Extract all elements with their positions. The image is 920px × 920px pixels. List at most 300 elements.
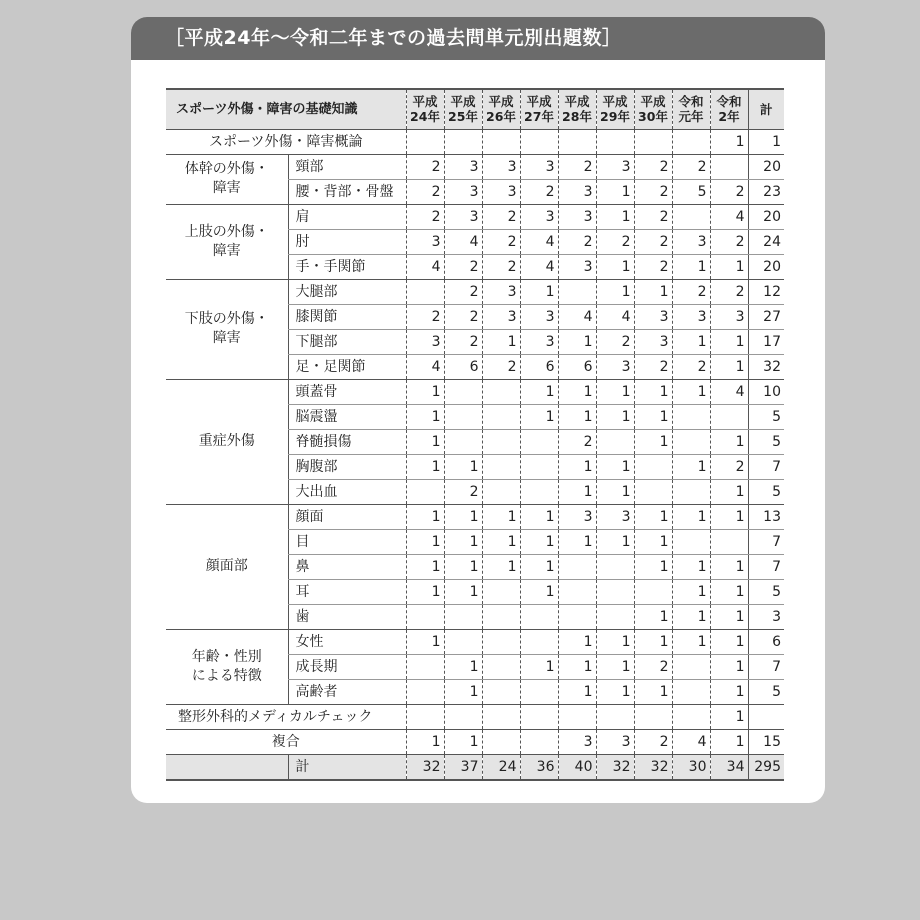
year-header bbox=[482, 89, 520, 129]
count-cell bbox=[558, 554, 596, 579]
year-header bbox=[710, 89, 748, 129]
count-cell: 1 bbox=[558, 629, 596, 654]
count-cell: 1 bbox=[558, 529, 596, 554]
count-cell: 1 bbox=[444, 529, 482, 554]
count-cell: 32 bbox=[596, 754, 634, 780]
count-cell: 1 bbox=[482, 329, 520, 354]
category-label: 上肢の外傷・ 障害 bbox=[166, 204, 288, 279]
category-label: 下肢の外傷・ 障害 bbox=[166, 279, 288, 379]
count-cell: 3 bbox=[444, 154, 482, 179]
row-total-cell: 5 bbox=[748, 404, 784, 429]
count-cell bbox=[520, 679, 558, 704]
year-header bbox=[444, 89, 482, 129]
content-card bbox=[131, 17, 825, 803]
table-header-row bbox=[166, 89, 784, 129]
subcategory-label: 耳 bbox=[288, 579, 406, 604]
count-cell: 2 bbox=[406, 204, 444, 229]
section-title: ［平成24年〜令和二年までの過去問単元別出題数］ bbox=[131, 17, 825, 60]
count-cell: 4 bbox=[406, 254, 444, 279]
count-cell bbox=[406, 279, 444, 304]
year-header-year: 30年 bbox=[638, 109, 668, 125]
year-header-year: 28年 bbox=[562, 109, 592, 125]
count-cell bbox=[406, 479, 444, 504]
count-cell bbox=[710, 154, 748, 179]
count-cell bbox=[634, 479, 672, 504]
count-cell bbox=[558, 279, 596, 304]
count-cell bbox=[634, 579, 672, 604]
count-cell: 32 bbox=[406, 754, 444, 780]
count-cell: 1 bbox=[634, 679, 672, 704]
subcategory-label: 脊髄損傷 bbox=[288, 429, 406, 454]
count-cell: 3 bbox=[482, 304, 520, 329]
count-cell: 3 bbox=[444, 179, 482, 204]
count-cell: 1 bbox=[672, 604, 710, 629]
row-total-cell: 3 bbox=[748, 604, 784, 629]
count-cell: 2 bbox=[406, 154, 444, 179]
count-cell: 1 bbox=[558, 379, 596, 404]
row-total-cell: 20 bbox=[748, 154, 784, 179]
table-row bbox=[166, 704, 784, 729]
count-cell bbox=[710, 529, 748, 554]
count-cell: 2 bbox=[672, 154, 710, 179]
count-cell: 4 bbox=[444, 229, 482, 254]
count-cell bbox=[482, 679, 520, 704]
count-cell bbox=[444, 379, 482, 404]
count-cell: 3 bbox=[672, 304, 710, 329]
table-row bbox=[166, 154, 784, 179]
count-cell: 1 bbox=[520, 379, 558, 404]
year-header bbox=[672, 89, 710, 129]
count-cell: 1 bbox=[710, 329, 748, 354]
count-cell: 34 bbox=[710, 754, 748, 780]
count-cell: 2 bbox=[710, 229, 748, 254]
count-cell bbox=[558, 129, 596, 154]
count-cell: 1 bbox=[710, 254, 748, 279]
year-header-era: 平成 bbox=[602, 94, 628, 110]
row-total-cell: 7 bbox=[748, 654, 784, 679]
table-row bbox=[166, 379, 784, 404]
category-label: 年齢・性別 による特徴 bbox=[166, 629, 288, 704]
count-cell: 6 bbox=[520, 354, 558, 379]
count-cell: 4 bbox=[710, 204, 748, 229]
count-cell: 24 bbox=[482, 754, 520, 780]
row-total-cell: 24 bbox=[748, 229, 784, 254]
count-cell: 2 bbox=[710, 179, 748, 204]
count-cell bbox=[634, 129, 672, 154]
count-cell bbox=[672, 404, 710, 429]
row-total-cell: 5 bbox=[748, 479, 784, 504]
year-header-era: 平成 bbox=[640, 94, 666, 110]
count-cell: 1 bbox=[710, 629, 748, 654]
row-total-cell: 7 bbox=[748, 529, 784, 554]
subcategory-label: 大腿部 bbox=[288, 279, 406, 304]
count-cell: 32 bbox=[634, 754, 672, 780]
row-total-cell: 1 bbox=[748, 129, 784, 154]
count-cell: 2 bbox=[482, 354, 520, 379]
count-cell bbox=[634, 704, 672, 729]
count-cell: 3 bbox=[558, 204, 596, 229]
count-cell bbox=[444, 404, 482, 429]
count-cell: 37 bbox=[444, 754, 482, 780]
subcategory-label: 頸部 bbox=[288, 154, 406, 179]
subcategory-label: 大出血 bbox=[288, 479, 406, 504]
count-cell: 1 bbox=[672, 629, 710, 654]
count-cell: 1 bbox=[634, 554, 672, 579]
count-cell bbox=[482, 479, 520, 504]
year-header-era: 令和 bbox=[678, 94, 704, 110]
count-cell bbox=[406, 604, 444, 629]
count-cell: 1 bbox=[710, 554, 748, 579]
year-header bbox=[558, 89, 596, 129]
grand-total-row bbox=[166, 754, 784, 780]
row-total-cell: 20 bbox=[748, 254, 784, 279]
year-header-era: 平成 bbox=[450, 94, 476, 110]
row-total-cell: 20 bbox=[748, 204, 784, 229]
count-cell: 2 bbox=[634, 729, 672, 754]
count-cell: 2 bbox=[444, 279, 482, 304]
year-header-year: 2年 bbox=[718, 109, 740, 125]
year-header-year: 26年 bbox=[486, 109, 516, 125]
count-cell: 1 bbox=[596, 179, 634, 204]
count-cell: 1 bbox=[672, 579, 710, 604]
subcategory-label: 下腿部 bbox=[288, 329, 406, 354]
count-cell: 1 bbox=[596, 204, 634, 229]
count-cell: 1 bbox=[558, 479, 596, 504]
subcategory-label: 膝関節 bbox=[288, 304, 406, 329]
count-cell: 2 bbox=[634, 204, 672, 229]
count-cell bbox=[406, 704, 444, 729]
count-cell: 1 bbox=[406, 379, 444, 404]
category-label: 顔面部 bbox=[166, 504, 288, 629]
row-total-cell: 23 bbox=[748, 179, 784, 204]
count-cell bbox=[672, 529, 710, 554]
count-cell: 1 bbox=[672, 504, 710, 529]
subcategory-label: 高齢者 bbox=[288, 679, 406, 704]
count-cell: 1 bbox=[634, 629, 672, 654]
count-cell bbox=[672, 704, 710, 729]
count-cell: 1 bbox=[520, 279, 558, 304]
year-header bbox=[520, 89, 558, 129]
count-cell: 4 bbox=[558, 304, 596, 329]
count-cell: 1 bbox=[596, 629, 634, 654]
count-cell: 3 bbox=[596, 504, 634, 529]
count-cell: 1 bbox=[596, 254, 634, 279]
count-cell: 1 bbox=[596, 679, 634, 704]
count-cell: 1 bbox=[710, 604, 748, 629]
count-cell: 1 bbox=[558, 329, 596, 354]
row-total-cell: 10 bbox=[748, 379, 784, 404]
count-cell: 30 bbox=[672, 754, 710, 780]
count-cell bbox=[482, 129, 520, 154]
count-cell: 1 bbox=[444, 554, 482, 579]
row-total-cell: 5 bbox=[748, 579, 784, 604]
count-cell: 3 bbox=[596, 729, 634, 754]
count-cell: 3 bbox=[482, 279, 520, 304]
count-cell: 1 bbox=[520, 504, 558, 529]
count-cell: 1 bbox=[672, 254, 710, 279]
count-cell: 1 bbox=[710, 704, 748, 729]
count-cell: 1 bbox=[710, 129, 748, 154]
count-cell: 1 bbox=[596, 279, 634, 304]
category-label: 整形外科的メディカルチェック bbox=[166, 704, 406, 729]
count-cell: 3 bbox=[634, 329, 672, 354]
row-total-cell: 7 bbox=[748, 454, 784, 479]
count-cell: 2 bbox=[634, 154, 672, 179]
count-cell: 1 bbox=[558, 679, 596, 704]
count-cell bbox=[596, 579, 634, 604]
count-cell bbox=[520, 604, 558, 629]
count-cell: 2 bbox=[444, 479, 482, 504]
count-cell: 1 bbox=[406, 579, 444, 604]
year-header-era: 平成 bbox=[488, 94, 514, 110]
count-cell: 3 bbox=[558, 254, 596, 279]
count-cell: 3 bbox=[672, 229, 710, 254]
count-cell bbox=[482, 729, 520, 754]
count-cell bbox=[672, 679, 710, 704]
count-cell: 1 bbox=[710, 354, 748, 379]
count-cell: 1 bbox=[634, 429, 672, 454]
count-cell bbox=[520, 629, 558, 654]
count-cell bbox=[672, 654, 710, 679]
count-cell: 1 bbox=[596, 404, 634, 429]
count-cell bbox=[520, 704, 558, 729]
count-cell: 1 bbox=[406, 554, 444, 579]
count-cell: 2 bbox=[634, 354, 672, 379]
count-cell: 2 bbox=[710, 454, 748, 479]
count-cell: 1 bbox=[444, 729, 482, 754]
count-cell bbox=[406, 129, 444, 154]
subcategory-label: 腰・背部・骨盤 bbox=[288, 179, 406, 204]
row-total-cell: 15 bbox=[748, 729, 784, 754]
row-total-cell: 27 bbox=[748, 304, 784, 329]
count-cell bbox=[558, 704, 596, 729]
count-cell: 2 bbox=[520, 179, 558, 204]
count-cell: 1 bbox=[520, 529, 558, 554]
count-cell bbox=[520, 454, 558, 479]
count-cell: 2 bbox=[406, 304, 444, 329]
count-cell: 2 bbox=[634, 254, 672, 279]
count-cell: 2 bbox=[482, 254, 520, 279]
count-cell: 4 bbox=[672, 729, 710, 754]
count-cell: 2 bbox=[634, 654, 672, 679]
count-cell: 3 bbox=[406, 229, 444, 254]
count-cell: 1 bbox=[444, 654, 482, 679]
count-cell: 40 bbox=[558, 754, 596, 780]
count-cell: 3 bbox=[444, 204, 482, 229]
row-total-cell: 13 bbox=[748, 504, 784, 529]
year-header bbox=[406, 89, 444, 129]
count-cell bbox=[482, 379, 520, 404]
count-cell: 4 bbox=[406, 354, 444, 379]
count-cell: 1 bbox=[596, 454, 634, 479]
subcategory-label: 胸腹部 bbox=[288, 454, 406, 479]
count-cell bbox=[406, 679, 444, 704]
count-cell bbox=[482, 404, 520, 429]
count-cell: 2 bbox=[406, 179, 444, 204]
count-cell: 2 bbox=[444, 304, 482, 329]
count-cell: 1 bbox=[596, 479, 634, 504]
count-cell: 2 bbox=[672, 279, 710, 304]
count-cell: 1 bbox=[558, 454, 596, 479]
count-cell: 1 bbox=[710, 679, 748, 704]
row-total-cell: 12 bbox=[748, 279, 784, 304]
year-header bbox=[634, 89, 672, 129]
count-cell: 2 bbox=[558, 429, 596, 454]
subcategory-label: 鼻 bbox=[288, 554, 406, 579]
count-cell: 2 bbox=[482, 204, 520, 229]
count-cell bbox=[672, 429, 710, 454]
category-label: 重症外傷 bbox=[166, 379, 288, 504]
count-cell bbox=[520, 129, 558, 154]
count-cell bbox=[444, 629, 482, 654]
count-cell bbox=[672, 129, 710, 154]
count-cell: 1 bbox=[406, 504, 444, 529]
table-row bbox=[166, 629, 784, 654]
count-cell: 1 bbox=[482, 529, 520, 554]
count-cell: 1 bbox=[634, 404, 672, 429]
count-cell: 1 bbox=[406, 729, 444, 754]
subcategory-label: 歯 bbox=[288, 604, 406, 629]
subcategory-label: 頭蓋骨 bbox=[288, 379, 406, 404]
count-cell bbox=[558, 579, 596, 604]
subcategory-label: 目 bbox=[288, 529, 406, 554]
count-cell: 1 bbox=[596, 654, 634, 679]
subcategory-label: 肘 bbox=[288, 229, 406, 254]
subcategory-label: 脳震盪 bbox=[288, 404, 406, 429]
count-cell: 2 bbox=[444, 329, 482, 354]
total-header: 計 bbox=[748, 89, 784, 129]
year-header-era: 平成 bbox=[564, 94, 590, 110]
count-cell: 4 bbox=[710, 379, 748, 404]
row-total-cell: 32 bbox=[748, 354, 784, 379]
count-cell: 1 bbox=[634, 279, 672, 304]
table-row bbox=[166, 129, 784, 154]
count-cell: 3 bbox=[558, 504, 596, 529]
count-cell: 2 bbox=[672, 354, 710, 379]
count-cell: 4 bbox=[520, 254, 558, 279]
count-cell: 2 bbox=[634, 229, 672, 254]
count-cell bbox=[520, 479, 558, 504]
count-cell bbox=[482, 704, 520, 729]
count-cell: 1 bbox=[672, 329, 710, 354]
count-cell: 3 bbox=[634, 304, 672, 329]
category-label: 体幹の外傷・ 障害 bbox=[166, 154, 288, 204]
count-cell: 3 bbox=[596, 354, 634, 379]
count-cell: 1 bbox=[482, 554, 520, 579]
count-cell bbox=[482, 654, 520, 679]
count-cell: 1 bbox=[520, 404, 558, 429]
year-header-year: 29年 bbox=[600, 109, 630, 125]
table-row bbox=[166, 204, 784, 229]
count-cell: 1 bbox=[634, 379, 672, 404]
year-header-era: 令和 bbox=[716, 94, 742, 110]
year-header-year: 27年 bbox=[524, 109, 554, 125]
count-cell: 3 bbox=[520, 154, 558, 179]
count-cell: 1 bbox=[672, 379, 710, 404]
table-wrapper bbox=[166, 88, 784, 781]
count-cell bbox=[406, 654, 444, 679]
count-cell: 1 bbox=[634, 504, 672, 529]
count-cell: 3 bbox=[520, 329, 558, 354]
total-row-spacer bbox=[166, 754, 288, 780]
row-total-cell: 5 bbox=[748, 679, 784, 704]
count-cell: 2 bbox=[596, 329, 634, 354]
count-cell bbox=[444, 129, 482, 154]
year-header-era: 平成 bbox=[412, 94, 438, 110]
header-category-label: スポーツ外傷・障害の基礎知識 bbox=[166, 89, 406, 129]
count-cell bbox=[482, 629, 520, 654]
count-cell bbox=[596, 429, 634, 454]
table-body bbox=[166, 129, 784, 780]
row-total-cell: 7 bbox=[748, 554, 784, 579]
count-cell: 2 bbox=[558, 229, 596, 254]
exam-count-table bbox=[166, 88, 784, 781]
count-cell: 1 bbox=[482, 504, 520, 529]
count-cell: 1 bbox=[406, 454, 444, 479]
count-cell: 3 bbox=[710, 304, 748, 329]
count-cell: 2 bbox=[444, 254, 482, 279]
row-total-cell: 5 bbox=[748, 429, 784, 454]
count-cell bbox=[596, 704, 634, 729]
count-cell: 4 bbox=[520, 229, 558, 254]
year-header-year: 24年 bbox=[410, 109, 440, 125]
table-row bbox=[166, 279, 784, 304]
count-cell: 1 bbox=[558, 654, 596, 679]
count-cell bbox=[482, 604, 520, 629]
count-cell: 6 bbox=[444, 354, 482, 379]
count-cell: 36 bbox=[520, 754, 558, 780]
count-cell bbox=[444, 604, 482, 629]
subcategory-label: 顔面 bbox=[288, 504, 406, 529]
count-cell: 1 bbox=[710, 479, 748, 504]
subcategory-label: 肩 bbox=[288, 204, 406, 229]
table-row bbox=[166, 729, 784, 754]
count-cell: 1 bbox=[406, 529, 444, 554]
count-cell: 3 bbox=[482, 154, 520, 179]
count-cell: 1 bbox=[596, 379, 634, 404]
subcategory-label: 成長期 bbox=[288, 654, 406, 679]
count-cell: 3 bbox=[482, 179, 520, 204]
count-cell: 1 bbox=[710, 654, 748, 679]
count-cell: 3 bbox=[596, 154, 634, 179]
count-cell: 3 bbox=[558, 179, 596, 204]
table-row bbox=[166, 504, 784, 529]
count-cell: 5 bbox=[672, 179, 710, 204]
count-cell: 4 bbox=[596, 304, 634, 329]
row-total-cell: 6 bbox=[748, 629, 784, 654]
count-cell: 2 bbox=[710, 279, 748, 304]
count-cell: 1 bbox=[444, 454, 482, 479]
count-cell bbox=[520, 729, 558, 754]
total-row-label: 計 bbox=[288, 754, 406, 780]
category-label: 複合 bbox=[166, 729, 406, 754]
count-cell bbox=[444, 429, 482, 454]
count-cell: 1 bbox=[444, 679, 482, 704]
count-cell: 6 bbox=[558, 354, 596, 379]
count-cell: 1 bbox=[520, 654, 558, 679]
year-header-year: 元年 bbox=[678, 109, 704, 125]
count-cell: 1 bbox=[672, 454, 710, 479]
count-cell: 1 bbox=[634, 604, 672, 629]
count-cell bbox=[672, 479, 710, 504]
count-cell: 1 bbox=[444, 579, 482, 604]
count-cell: 1 bbox=[710, 729, 748, 754]
year-header-era: 平成 bbox=[526, 94, 552, 110]
count-cell: 3 bbox=[558, 729, 596, 754]
count-cell bbox=[482, 429, 520, 454]
count-cell bbox=[596, 129, 634, 154]
count-cell: 3 bbox=[520, 204, 558, 229]
